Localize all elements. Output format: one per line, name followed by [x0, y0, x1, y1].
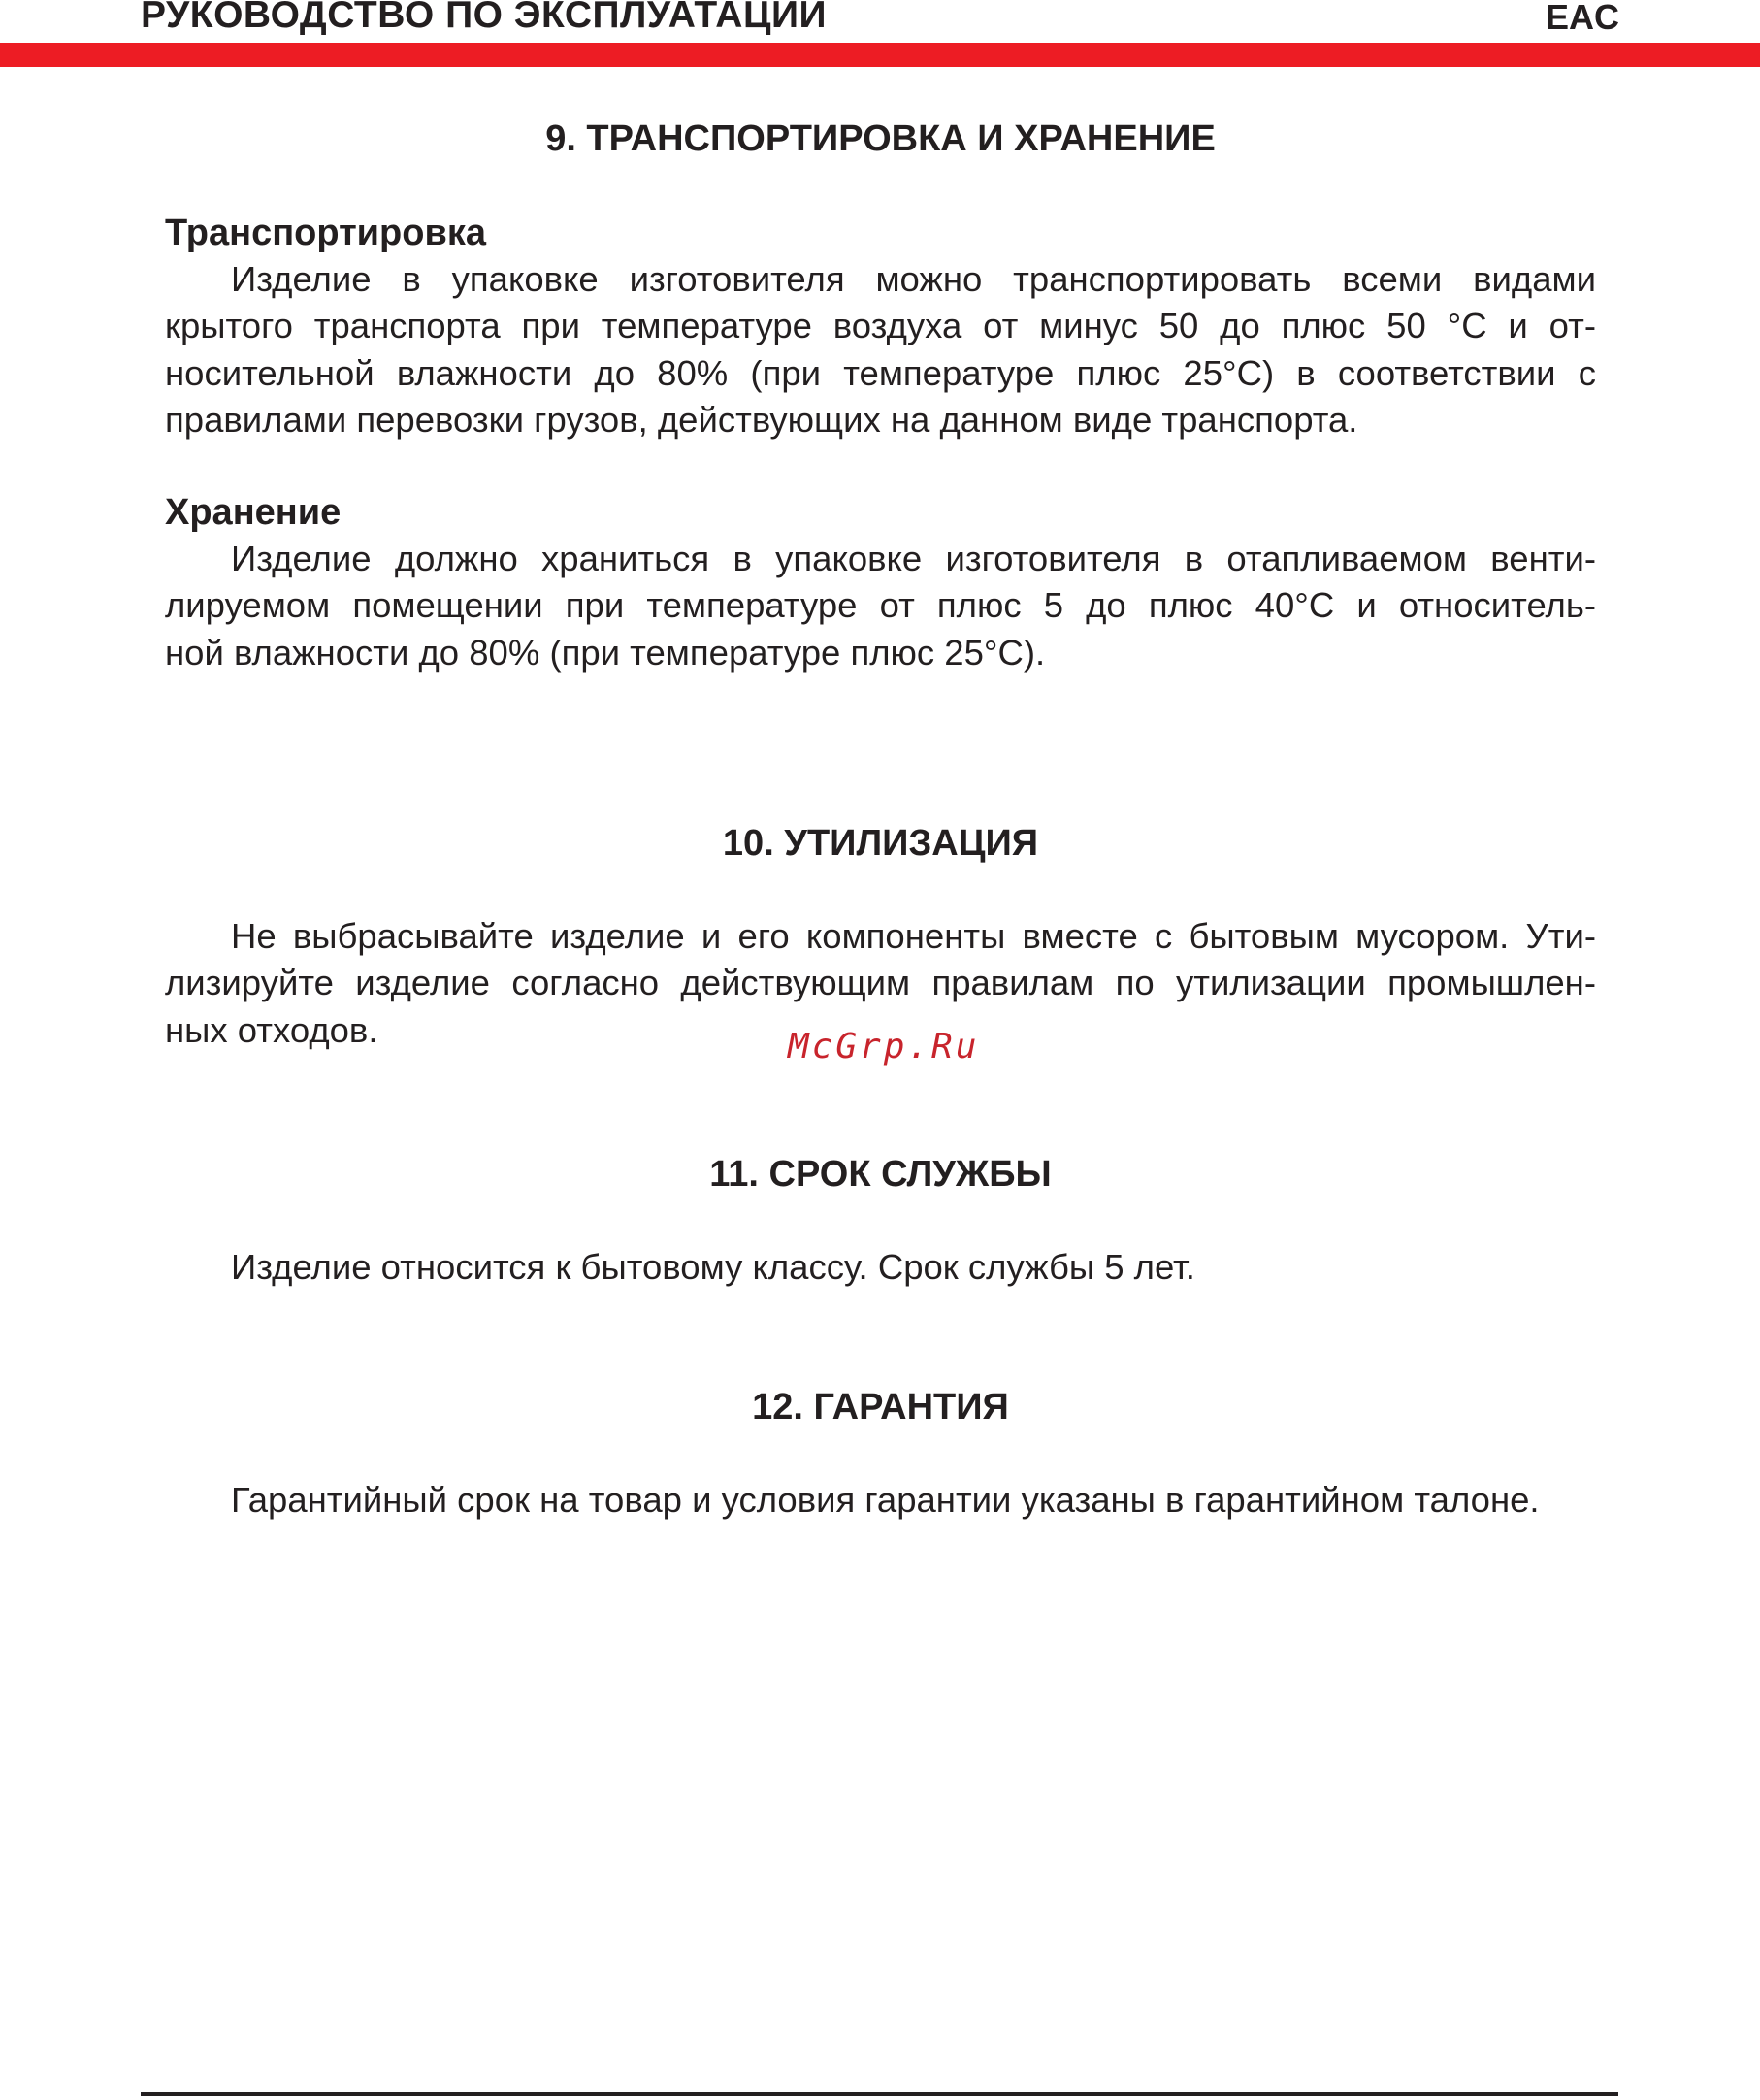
paragraph-service-life	[165, 1244, 1596, 1291]
paragraph-transport	[165, 256, 1596, 443]
text-line: лируемом помещении при температуре от плюс 5 до плюс 40°С и относитель-	[165, 585, 1596, 626]
text-line: носительной влажности до 80% (при температуре плюс 25°С) в соответствии с	[165, 352, 1596, 393]
text-line: Гарантийный срок на товар и условия гарантии указаны в гарантийном талоне.	[231, 1480, 1540, 1520]
text-line: крытого транспорта при температуре воздуха от минус 50 до плюс 50 °С и от-	[165, 306, 1596, 346]
text-line: Изделие в упаковке изготовителя можно транспортировать всеми видами	[231, 259, 1596, 299]
page-header	[0, 0, 1760, 70]
paragraph-warranty	[165, 1477, 1596, 1524]
text-line: Изделие относится к бытовому классу. Срок службы 5 лет.	[231, 1247, 1195, 1287]
section-title-disposal: 10. УТИЛИЗАЦИЯ	[722, 823, 1039, 864]
text-line: лизируйте изделие согласно действующим правилам по утилизации промышлен-	[165, 963, 1596, 1003]
section-title-transport-storage: 9. ТРАНСПОРТИРОВКА И ХРАНЕНИЕ	[545, 118, 1216, 159]
text-line: ной влажности до 80% (при температуре плюс 25°С).	[165, 632, 1046, 673]
subheading-transport: Транспортировка	[165, 213, 486, 253]
paragraph-storage	[165, 536, 1596, 676]
manual-title: РУКОВОДСТВО ПО ЭКСПЛУАТАЦИИ	[141, 0, 828, 36]
header-red-bar	[0, 43, 1760, 67]
section-title-service-life: 11. СРОК СЛУЖБЫ	[709, 1154, 1052, 1195]
eac-mark: EAC	[1546, 0, 1620, 37]
text-line: Не выбрасывайте изделие и его компоненты вместе с бытовым мусором. Ути-	[231, 916, 1596, 956]
footer-rule	[141, 2092, 1618, 2096]
section-title-warranty: 12. ГАРАНТИЯ	[752, 1387, 1009, 1427]
text-line: Изделие должно храниться в упаковке изготовителя в отапливаемом венти-	[231, 539, 1596, 578]
subheading-storage: Хранение	[165, 492, 342, 533]
text-line: ных отходов.	[165, 1009, 378, 1050]
watermark-text: McGrp.Ru	[788, 1027, 980, 1066]
text-line: правилами перевозки грузов, действующих на данном виде транспорта.	[165, 399, 1358, 440]
